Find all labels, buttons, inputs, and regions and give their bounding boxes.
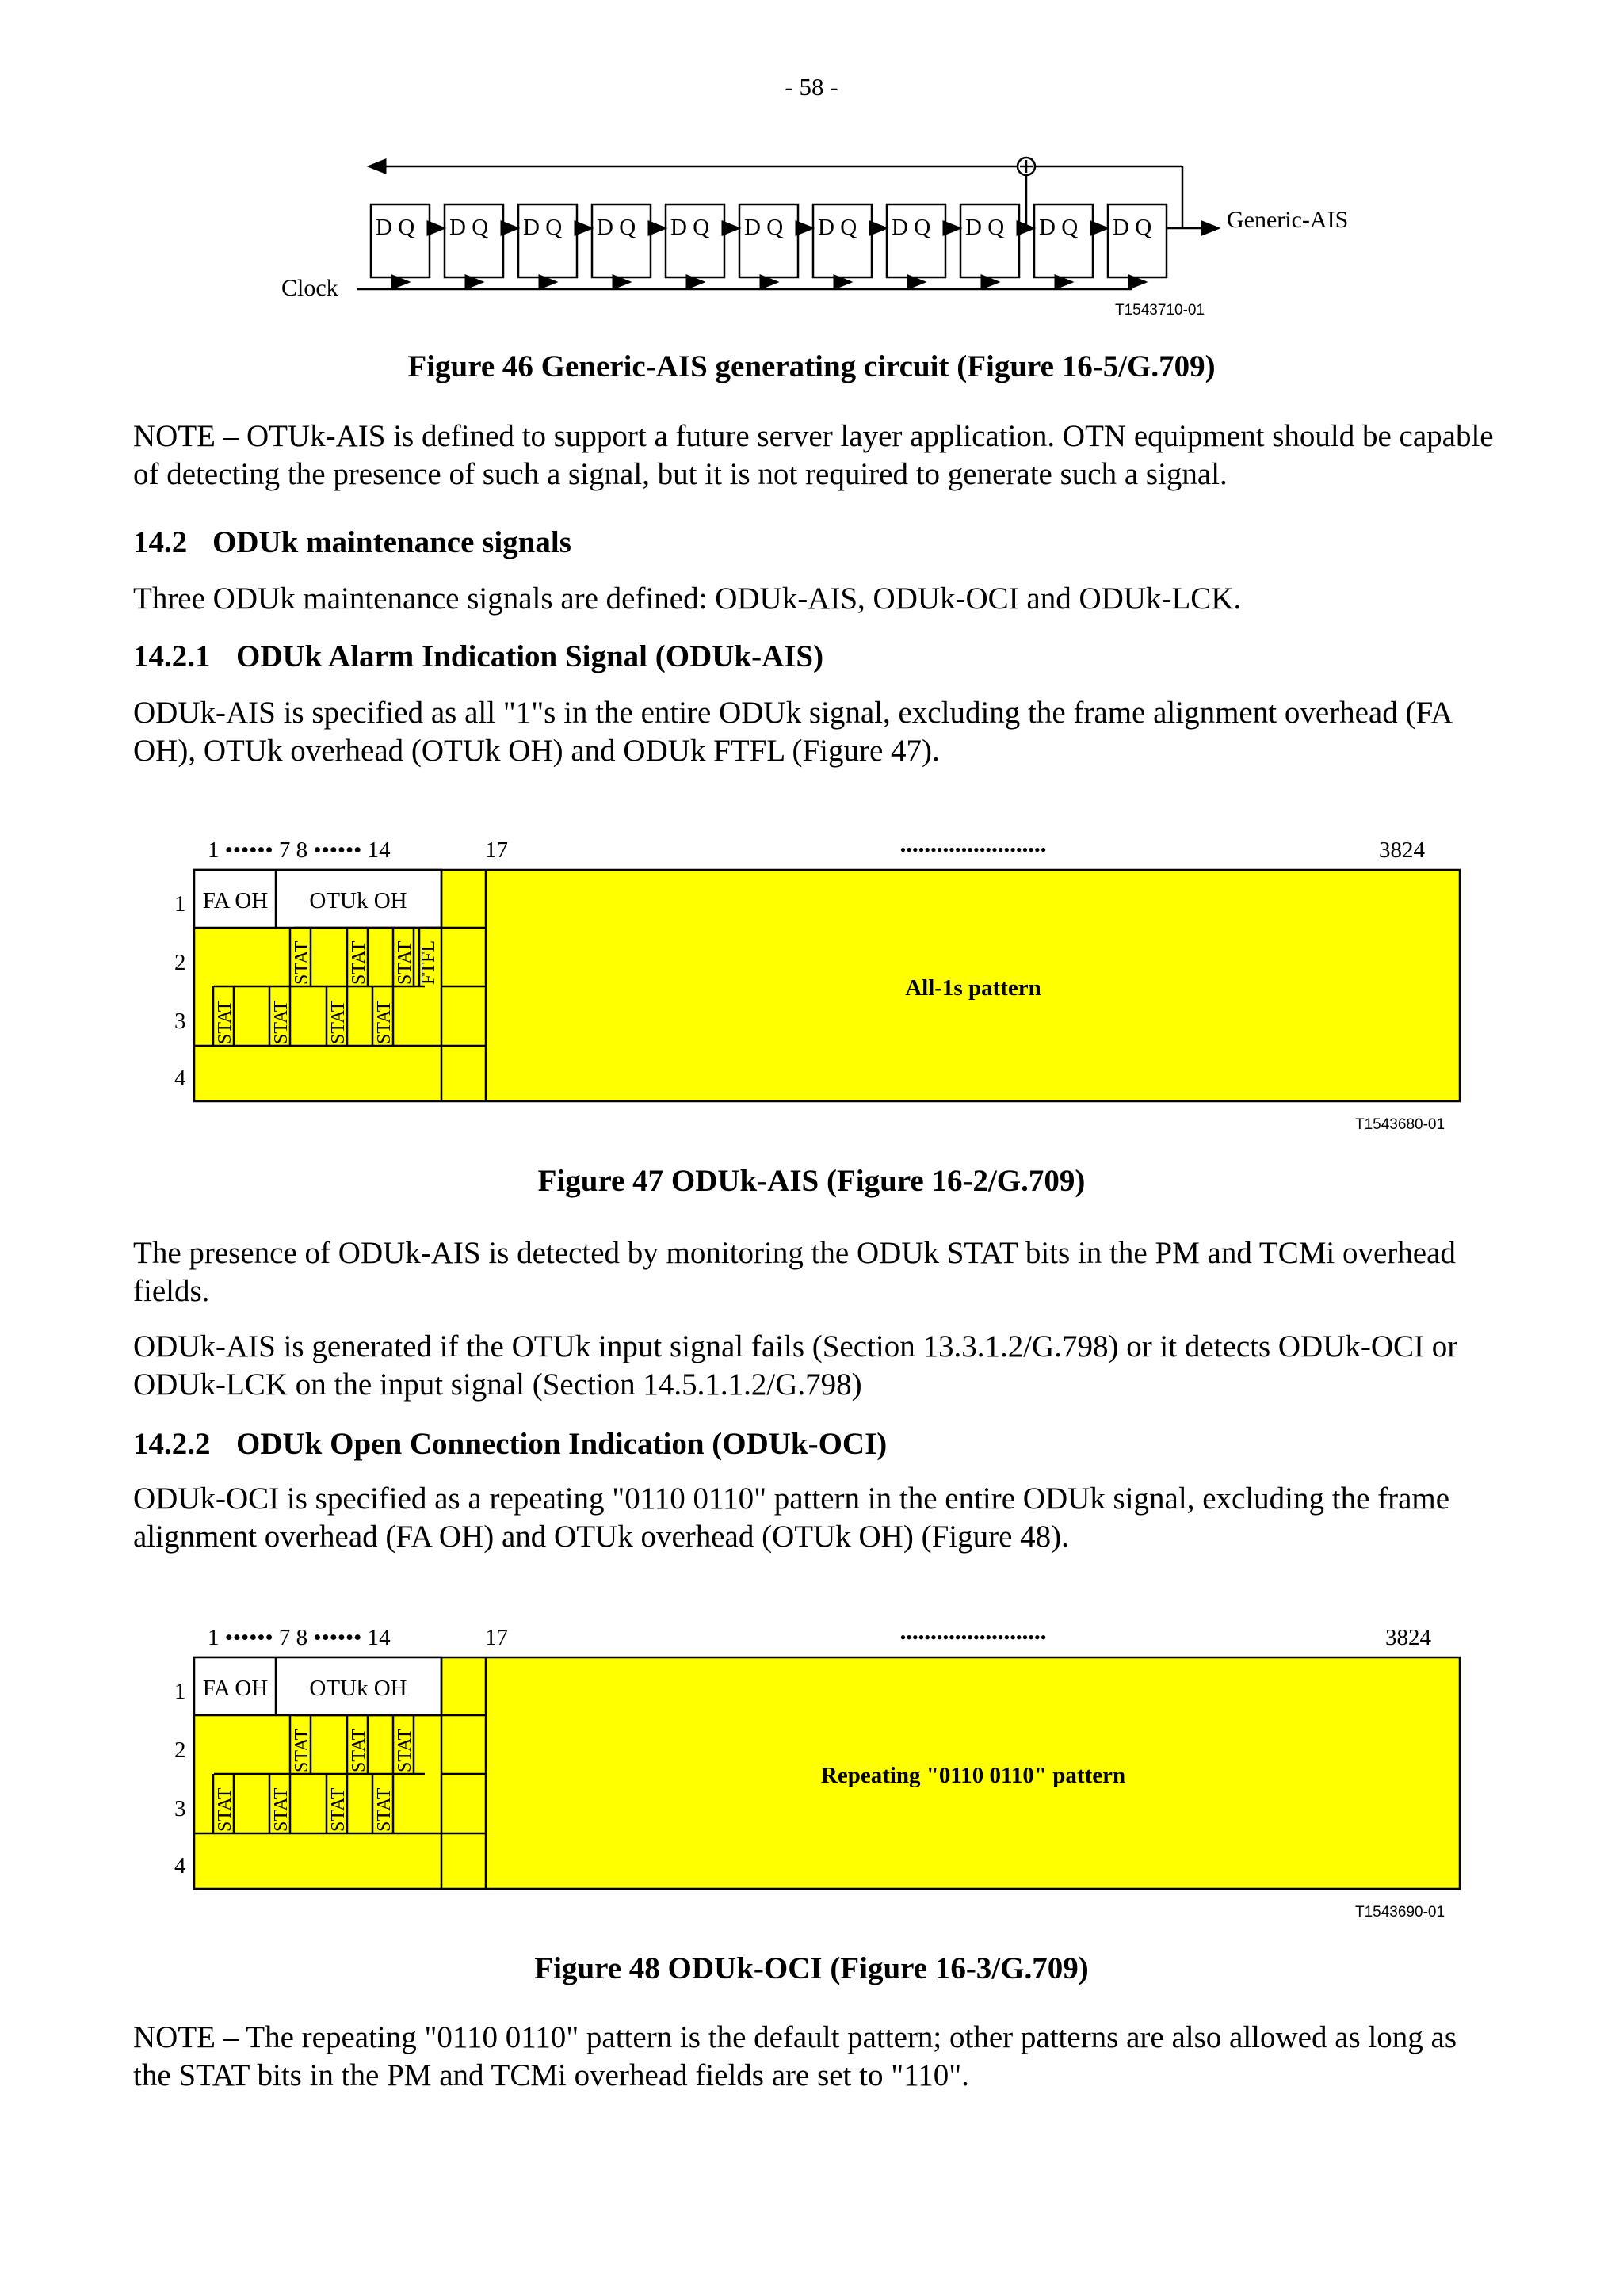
row-label-4: 4 bbox=[174, 1853, 186, 1878]
row-label-2: 2 bbox=[174, 1737, 186, 1763]
flip-flop-label: D Q bbox=[744, 215, 784, 240]
stat-label: STAT bbox=[271, 1000, 292, 1044]
flip-flop-label: D Q bbox=[892, 215, 931, 240]
flip-flop-label: D Q bbox=[376, 215, 415, 240]
heading-number: 14.2.2 bbox=[133, 1427, 211, 1461]
flip-flop-label: D Q bbox=[449, 215, 489, 240]
stat-label: STAT bbox=[395, 1728, 415, 1772]
stat-label: STAT bbox=[271, 1787, 292, 1832]
stat-label: STAT bbox=[328, 1787, 349, 1832]
flip-flop-label: D Q bbox=[818, 215, 857, 240]
stat-label: STAT bbox=[328, 1000, 349, 1044]
flip-flop-label: D Q bbox=[1113, 215, 1152, 240]
row-label-1: 1 bbox=[174, 1679, 186, 1704]
flip-flop-label: D Q bbox=[523, 215, 563, 240]
oci-pattern-label: Repeating "0110 0110" pattern bbox=[820, 1763, 1126, 1788]
figure-47-caption: Figure 47 ODUk-AIS (Figure 16-2/G.709) bbox=[537, 1164, 1086, 1198]
heading-title: ODUk Open Connection Indication (ODUk-OCI) bbox=[236, 1427, 888, 1461]
col-header-17: 17 bbox=[485, 1625, 508, 1650]
row-label-1: 1 bbox=[174, 891, 186, 917]
otuk-oh-label: OTUk OH bbox=[309, 888, 407, 913]
flip-flop-label: D Q bbox=[1039, 215, 1079, 240]
heading-number: 14.2 bbox=[133, 525, 188, 559]
figure-46-ref: T1543710-01 bbox=[1115, 302, 1205, 318]
stat-label: STAT bbox=[349, 940, 369, 985]
heading-title: ODUk Alarm Indication Signal (ODUk-AIS) bbox=[236, 639, 824, 673]
row-label-4: 4 bbox=[174, 1066, 186, 1091]
otuk-oh-label: OTUk OH bbox=[309, 1676, 407, 1701]
figure-48-ref: T1543690-01 bbox=[1355, 1904, 1445, 1920]
figure-47-ref: T1543680-01 bbox=[1355, 1116, 1445, 1133]
row-label-3: 3 bbox=[174, 1009, 186, 1034]
stat-label: STAT bbox=[374, 1000, 395, 1044]
heading-14-2-1 bbox=[133, 639, 823, 674]
figure-48-caption: Figure 48 ODUk-OCI (Figure 16-3/G.709) bbox=[534, 1951, 1089, 1985]
col-header-3824: 3824 bbox=[1379, 837, 1425, 863]
para-14-2-2: ODUk-OCI is specified as a repeating "0110 0110" pattern in the entire ODUk signal, excluding the frame alignment overhead (FA OH) and OTUk overhead (OTUk OH) (Figure 48). bbox=[133, 1482, 1450, 1554]
figure-46-caption: Figure 46 Generic-AIS generating circuit (Figure 16-5/G.709) bbox=[407, 349, 1216, 383]
figure-47-frame bbox=[0, 824, 1623, 1141]
row-label-2: 2 bbox=[174, 950, 186, 975]
figure-46-circuit bbox=[0, 143, 1623, 333]
ftfl-label: FTFL bbox=[418, 940, 439, 985]
page-number: - 58 - bbox=[785, 73, 838, 101]
fa-oh-label: FA OH bbox=[202, 888, 269, 913]
flip-flop-label: D Q bbox=[670, 215, 710, 240]
heading-14-2 bbox=[133, 524, 571, 560]
flip-flop-label: D Q bbox=[597, 215, 636, 240]
all-1s-pattern-label: All-1s pattern bbox=[905, 975, 1041, 1001]
para-ais-detection: The presence of ODUk-AIS is detected by monitoring the ODUk STAT bits in the PM and TCMi overhead fields. bbox=[133, 1236, 1456, 1308]
stat-label: STAT bbox=[395, 940, 415, 985]
col-header-dots: •••••••••••••••••••••••• bbox=[899, 840, 1047, 860]
stat-label: STAT bbox=[215, 1787, 235, 1832]
stat-label: STAT bbox=[374, 1787, 395, 1832]
col-header-dots: •••••••••••••••••••••••• bbox=[899, 1627, 1047, 1647]
stat-label: STAT bbox=[292, 1728, 312, 1772]
para-14-2-1: ODUk-AIS is specified as all "1"s in the entire ODUk signal, excluding the frame alignment overhead (FA OH), OTUk overhead (OTUk OH) and ODUk FTFL (Figure 47). bbox=[133, 696, 1452, 768]
clock-label: Clock bbox=[281, 275, 338, 301]
fa-oh-label: FA OH bbox=[202, 1676, 269, 1701]
flip-flop-label: D Q bbox=[965, 215, 1005, 240]
note-otuk-ais: NOTE – OTUk-AIS is defined to support a future server layer application. OTN equipment should be capable of detecting the presence of such a signal, but it is not required to generate such a signal. bbox=[133, 419, 1494, 491]
row-label-3: 3 bbox=[174, 1796, 186, 1821]
col-header-3824: 3824 bbox=[1385, 1625, 1431, 1650]
figure-48-frame bbox=[0, 1611, 1623, 1928]
col-header-1-14: 1 •••••• 7 8 •••••• 14 bbox=[208, 837, 391, 863]
heading-number: 14.2.1 bbox=[133, 639, 211, 673]
para-ais-generation: ODUk-AIS is generated if the OTUk input signal fails (Section 13.3.1.2/G.798) or it detects ODUk-OCI or ODUk-LCK on the input signal (Section 14.5.1.1.2/G.798) bbox=[133, 1329, 1458, 1402]
stat-label: STAT bbox=[215, 1000, 235, 1044]
generic-ais-label: Generic-AIS bbox=[1227, 207, 1349, 233]
note-oci-pattern: NOTE – The repeating "0110 0110" pattern is the default pattern; other patterns are also allowed as long as the STAT bits in the PM and TCMi overhead fields are set to "110". bbox=[133, 2020, 1457, 2092]
col-header-17: 17 bbox=[485, 837, 508, 863]
stat-label: STAT bbox=[292, 940, 312, 985]
heading-title: ODUk maintenance signals bbox=[212, 525, 571, 559]
heading-14-2-2 bbox=[133, 1426, 887, 1462]
col-header-1-14: 1 •••••• 7 8 •••••• 14 bbox=[208, 1625, 391, 1650]
para-14-2: Three ODUk maintenance signals are defined: ODUk-AIS, ODUk-OCI and ODUk-LCK. bbox=[133, 582, 1242, 616]
stat-label: STAT bbox=[349, 1728, 369, 1772]
